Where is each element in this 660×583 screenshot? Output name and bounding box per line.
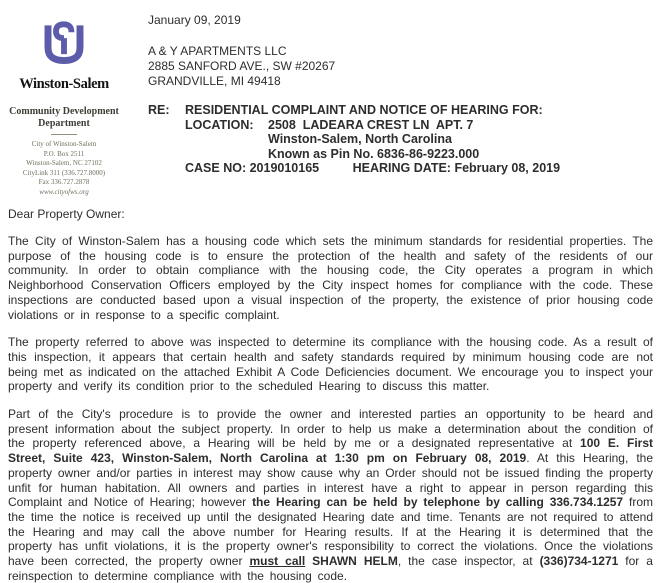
- department-name-line1: Community Development: [9, 106, 119, 117]
- re-block: [148, 103, 653, 176]
- letterhead-address-line: City of Winston-Salem: [31, 140, 97, 148]
- re-subject-row: [148, 103, 653, 118]
- recipient-name: A & Y APARTMENTS LLC: [148, 44, 287, 58]
- recipient-city: GRANDVILLE, MI 49418: [148, 74, 281, 88]
- letterhead-website: www.cityofws.org: [39, 187, 89, 196]
- letterhead-sidebar: [8, 8, 120, 198]
- hearing-date: HEARING DATE: February 08, 2019: [352, 161, 561, 175]
- body-paragraph-1: The City of Winston-Salem has a housing code which sets the minimum standards for residential properties. The purpose of the housing code is to ensure the protection of the health and safety of the residents of our community. In order to obtain compliance with the housing code, the City operates a program in which Neighborhood Conservation Officers employed by the City inspect homes for compliance with the code. These inspections are conducted based upon a visual inspection of the property, the existence of prior housing code violations or in response to a specific complaint.: [8, 234, 653, 322]
- location-label: LOCATION:: [185, 117, 254, 132]
- department-divider: [51, 134, 77, 135]
- letterhead-address-block: [8, 140, 120, 197]
- re-subject: RESIDENTIAL COMPLAINT AND NOTICE OF HEARING FOR:: [185, 103, 543, 117]
- letterhead-address-line: Winston-Salem, NC 27102: [26, 159, 102, 167]
- case-number: CASE NO: 2019010165: [185, 161, 320, 175]
- location-address: 2508 LADEARA CREST LN APT. 7: [268, 117, 474, 132]
- letter-top-section: [8, 8, 653, 198]
- recipient-street: 2885 SANFORD AVE., SW #20267: [148, 59, 336, 73]
- location-city: Winston-Salem, North Carolina: [268, 132, 452, 146]
- body-paragraph-3: Part of the City's procedure is to provide the owner and interested parties an opportunity to be heard and present information about the subject property. In order to help us make a determination about the condition of the property referenced above, a Hearing will be held by me or a designated representative at 100 E. First Street, Suite 423, Winston-Salem, North Carolina at 1:30 pm on February 08, 2019. At this Hearing, the property owner and/or parties in interest may show cause why an Order should not be issued finding the property unfit for human habitation. All owners and parties in interest have a right to appear in person regarding this Complaint and Notice of Hearing; however the Hearing can be held by telephone by calling 336.734.1257 from the time the notice is received up until the designated Hearing date and time. Tenants are not required to attend the Hearing and may call the above number for Hearing results. If at the Hearing it is determined that the property has unfit violations, it is the property owner's responsibility to correct the violations. Once the violations have been corrected, the property owner must call SHAWN HELM, the case inspector, at (336)734-1271 for a reinspection to determine compliance with the housing code.: [8, 407, 654, 583]
- department-name: [8, 106, 120, 130]
- letterhead-address-line: CityLink 311 (336.727.8000): [22, 168, 106, 177]
- body-paragraph-2: The property referred to above was inspected to determine its compliance with the housing code. As a result of this inspection, it appears that certain health and safety standards required by minimum housing code are not being met as indicated on the attached Exhibit A Code Deficiencies document. We encourage you to inspect your property and verify its condition prior to the scheduled Hearing to discuss this matter.: [8, 335, 653, 394]
- location-pin: Known as Pin No. 6836-86-9223.000: [268, 146, 480, 161]
- city-wordmark: Winston-Salem: [19, 76, 109, 92]
- winston-salem-logo-icon: [40, 14, 88, 74]
- letter-heading: [148, 8, 653, 198]
- recipient-address-block: [148, 44, 653, 89]
- logo-s-shape: [56, 24, 71, 38]
- salutation: Dear Property Owner:: [8, 207, 125, 221]
- re-label: RE:: [148, 103, 170, 117]
- case-row: [185, 161, 653, 176]
- department-name-line2: Department: [38, 118, 90, 129]
- letterhead-address-line: Fax 336.727.2878: [38, 178, 90, 186]
- location-row: [185, 118, 653, 133]
- letterhead-address-line: P.O. Box 2511: [43, 149, 85, 158]
- letter-date: January 09, 2019: [148, 13, 241, 27]
